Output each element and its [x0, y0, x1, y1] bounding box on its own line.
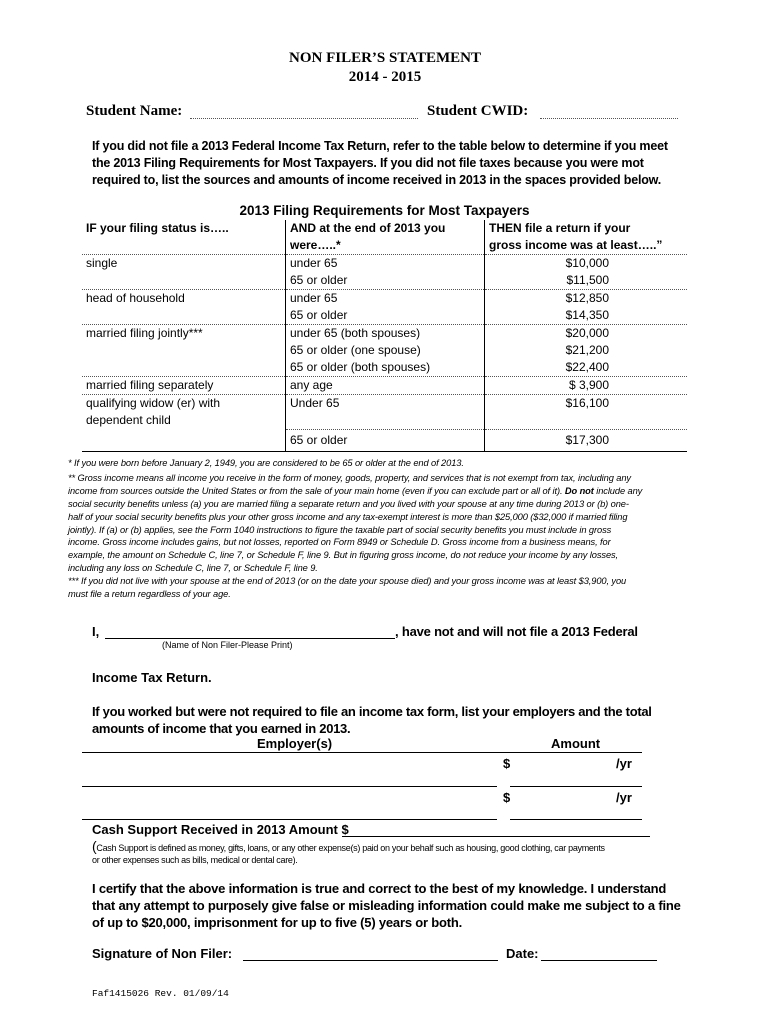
- table-row: [82, 272, 687, 290]
- certification-line: that any attempt to purposely give false or misleading information could make me subject to a fine: [92, 898, 681, 913]
- signature-label: Signature of Non Filer:: [92, 946, 233, 961]
- footnote-line: half of your social security benefits plus your other gross income and any tax-exempt interest is more than $25,000 ($32,000 if married filing: [68, 511, 628, 522]
- employment-instruction-line: amounts of income that you earned in 2013.: [92, 721, 351, 736]
- age-cell: [286, 412, 485, 430]
- amount-cell: $22,400: [565, 360, 609, 374]
- intro-line: the 2013 Filing Requirements for Most Taxpayers. If you did not file taxes because you were mot: [92, 156, 644, 170]
- age-cell: under 65: [286, 290, 485, 308]
- status-cell: [82, 272, 286, 290]
- signature-field[interactable]: [243, 960, 498, 961]
- per-year-label: /yr: [616, 756, 632, 771]
- cash-support-note-line: Cash Support is defined as money, gifts, loans, or any other expense(s) paid on your behalf such as housing, good clothing, car payments: [96, 843, 605, 853]
- table-row: [82, 430, 687, 452]
- table-row: [82, 412, 687, 430]
- amount-cell: $20,000: [485, 325, 688, 343]
- student-name-label: Student Name:: [86, 103, 183, 119]
- age-cell: under 65: [286, 255, 485, 273]
- employer-header: Employer(s): [257, 736, 333, 751]
- status-cell: dependent child: [82, 412, 286, 430]
- footnote-line: example, the amount on Schedule C, line 7, or Schedule F, line 9. But in figuring gross income, do not reduce your income by any losses,: [68, 550, 619, 561]
- form-id: Faf1415026 Rev. 01/09/14: [92, 988, 229, 999]
- status-cell: qualifying widow (er) with: [82, 395, 286, 413]
- amount-cell: [485, 412, 688, 430]
- header-age: were…..*: [286, 237, 485, 255]
- status-cell: single: [82, 255, 286, 273]
- footnote-star1: * If you were born before January 2, 1949, you are considered to be 65 or older at the end of 2013.: [68, 458, 464, 468]
- table-row: [82, 342, 687, 359]
- status-cell: [82, 342, 286, 359]
- do-not-emphasis: Do not: [564, 485, 594, 496]
- currency-symbol: $: [503, 790, 511, 805]
- header-income: THEN file a return if your: [489, 221, 631, 235]
- form-year: 2014 - 2015: [348, 69, 422, 85]
- table-row: [82, 255, 687, 273]
- certification-statement: [92, 880, 681, 931]
- employment-instruction: [92, 703, 652, 737]
- table-row: [82, 359, 687, 377]
- cash-support-note-line: or other expenses such as bills, medical or dental care).: [92, 855, 298, 865]
- status-cell: [82, 307, 286, 325]
- declaration-continuation: Income Tax Return.: [92, 670, 212, 685]
- table-row: [82, 395, 687, 413]
- amount-cell: $10,000: [485, 255, 688, 273]
- status-cell: married filing separately: [82, 377, 286, 395]
- student-name-field[interactable]: [190, 118, 418, 119]
- age-cell: under 65 (both spouses): [286, 325, 485, 343]
- intro-paragraph: [92, 138, 712, 189]
- per-year-label: /yr: [616, 790, 632, 805]
- date-label: Date:: [506, 946, 539, 961]
- table-header-row: [82, 220, 687, 237]
- age-cell: 65 or older (both spouses): [286, 359, 485, 377]
- intro-line: required to, list the sources and amounts of income received in 2013 in the spaces provided below.: [92, 173, 661, 187]
- cash-support-input[interactable]: [342, 836, 650, 837]
- header-income: gross income was at least…..”: [489, 238, 663, 252]
- non-filer-name-field[interactable]: [105, 638, 395, 639]
- footnote-line: jointly). If (a) or (b) applies, see the Form 1040 instructions to figure the taxable part of social security benefits you must include in gross: [68, 524, 612, 535]
- student-cwid-label: Student CWID:: [427, 103, 529, 119]
- declaration-statement: , have not and will not file a 2013 Federal: [395, 624, 638, 639]
- footnote-line: ** Gross income means all income you receive in the form of money, goods, property, and services that is not exempt from tax, including any: [68, 472, 631, 483]
- footnote-star2: [68, 472, 728, 575]
- name-hint: (Name of Non Filer-Please Print): [162, 640, 293, 650]
- declaration-i: I,: [92, 624, 100, 639]
- status-cell: married filing jointly***: [82, 325, 286, 343]
- footnote-line: *** If you did not live with your spouse at the end of 2013 (or on the date your spouse died) and your gross income was at least $3,900, you: [68, 576, 627, 587]
- amount-cell: $11,500: [566, 273, 609, 287]
- form-title: NON FILER’S STATEMENT: [289, 50, 481, 66]
- footnote-line: including any loss on Schedule C, line 7, or Schedule F, line 9.: [68, 563, 318, 574]
- amount-cell: $17,300: [485, 430, 688, 452]
- footnote-star3: [68, 575, 728, 601]
- table-header-row: [82, 237, 687, 255]
- age-cell: 65 or older: [286, 307, 485, 325]
- amount-cell: $21,200: [565, 343, 609, 357]
- amount-cell: $14,350: [565, 308, 609, 322]
- footnote-line: must file a return regardless of your age.: [68, 589, 231, 600]
- employer-input[interactable]: [82, 786, 497, 787]
- employment-instruction-line: If you worked but were not required to file an income tax form, list your employers and the total: [92, 704, 652, 719]
- status-cell: [82, 359, 286, 377]
- amount-input[interactable]: [510, 786, 642, 787]
- amount-cell: $12,850: [485, 290, 688, 308]
- age-cell: any age: [286, 377, 485, 395]
- employer-input[interactable]: [82, 819, 497, 820]
- age-cell: 65 or older (one spouse): [286, 342, 485, 359]
- student-cwid-field[interactable]: [540, 118, 678, 119]
- header-age: AND at the end of 2013 you: [286, 220, 485, 237]
- amount-cell: $ 3,900: [485, 377, 688, 395]
- amount-cell: $16,100: [485, 395, 688, 413]
- cash-support-label: Cash Support Received in 2013 Amount $: [92, 822, 349, 837]
- status-cell: head of household: [82, 290, 286, 308]
- amount-input[interactable]: [510, 819, 642, 820]
- status-cell: [82, 430, 286, 452]
- header-filing-status: IF your filing status is…..: [82, 220, 286, 237]
- filing-requirements-table: [82, 220, 687, 452]
- footnotes: [68, 457, 728, 601]
- cash-support-note: (Cash Support is defined as money, gifts, loans, or any other expense(s) paid on your behalf such as housing, good clothing, car payments or other expenses such as bills, medical or dental care).: [92, 838, 605, 865]
- header-rule: [82, 752, 642, 753]
- age-cell: 65 or older: [286, 272, 485, 290]
- table-row: [82, 377, 687, 395]
- certification-line: of up to $20,000, imprisonment for up to five (5) years or both.: [92, 915, 463, 930]
- footnote-line: income. Gross income includes gains, but not losses, reported on Form 8949 or Schedule D. Gross income from a business means, for: [68, 537, 611, 548]
- table-row: [82, 325, 687, 343]
- table-row: [82, 290, 687, 308]
- currency-symbol: $: [503, 756, 511, 771]
- table-title: 2013 Filing Requirements for Most Taxpayers: [239, 203, 530, 218]
- intro-line: If you did not file a 2013 Federal Income Tax Return, refer to the table below to determine if you meet: [92, 139, 668, 153]
- footnote-line: social security benefits unless (a) you are married filing a separate return and you lived with your spouse at any time during 2013 or (b) one-: [68, 498, 629, 509]
- age-cell: Under 65: [286, 395, 485, 413]
- footnote-line: income from sources outside the United States or from the sale of your main home (even if you can exclude part or all of it). Do not include any: [68, 485, 643, 496]
- age-cell: 65 or older: [286, 430, 485, 452]
- amount-header: Amount: [551, 736, 601, 751]
- table-row: [82, 307, 687, 325]
- date-field[interactable]: [541, 960, 657, 961]
- certification-line: I certify that the above information is true and correct to the best of my knowledge. I understand: [92, 881, 667, 896]
